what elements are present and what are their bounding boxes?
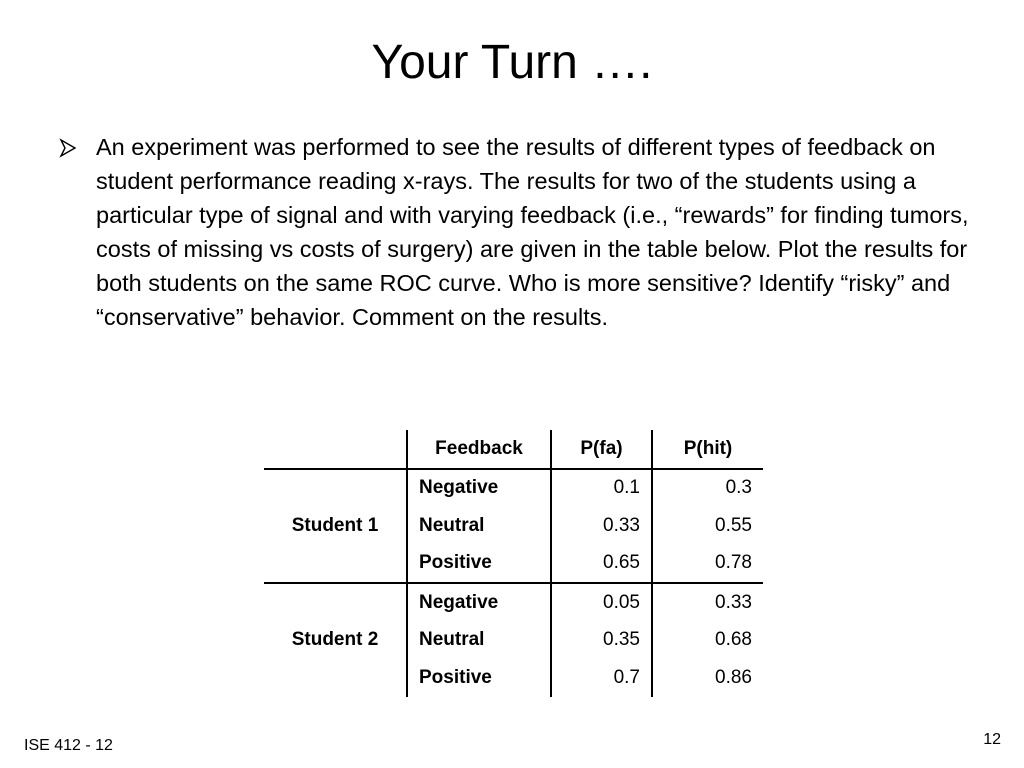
feedback-cell: Neutral <box>407 507 551 545</box>
header-student <box>264 430 407 469</box>
phit-cell: 0.78 <box>652 545 763 584</box>
arrow-bullet-icon <box>58 138 78 158</box>
feedback-cell: Negative <box>407 469 551 508</box>
feedback-cell: Positive <box>407 659 551 697</box>
header-feedback: Feedback <box>407 430 551 469</box>
page-number: 12 <box>983 731 1001 748</box>
student-label: Student 2 <box>291 629 379 651</box>
feedback-cell: Positive <box>407 545 551 584</box>
feedback-cell: Negative <box>407 583 551 622</box>
table-row <box>264 583 763 622</box>
header-phit: P(hit) <box>652 430 763 469</box>
bullet-item <box>58 130 978 334</box>
bullet-text: An experiment was performed to see the results of different types of feedback on student performance reading x-rays. The results for two of the students using a particular type of signal and with varying feedback (i.e., “rewards” for finding tumors, costs of missing vs costs of surgery) are given in the table below. Plot the results for both students on the same ROC curve. Who is more sensitive? Identify “risky” and “conservative” behavior. Comment on the results. <box>96 134 969 330</box>
pfa-cell: 0.35 <box>551 622 652 660</box>
phit-cell: 0.68 <box>652 622 763 660</box>
footer-course-label: ISE 412 - 12 <box>24 737 113 754</box>
pfa-cell: 0.33 <box>551 507 652 545</box>
slide-title: Your Turn …. <box>371 36 653 89</box>
pfa-cell: 0.7 <box>551 659 652 697</box>
table-row <box>264 469 763 508</box>
header-pfa: P(fa) <box>551 430 652 469</box>
feedback-cell: Neutral <box>407 622 551 660</box>
phit-cell: 0.55 <box>652 507 763 545</box>
pfa-cell: 0.1 <box>551 469 652 508</box>
phit-cell: 0.3 <box>652 469 763 508</box>
pfa-cell: 0.05 <box>551 583 652 622</box>
table-header-row <box>264 430 763 469</box>
phit-cell: 0.86 <box>652 659 763 697</box>
results-table <box>264 430 763 697</box>
pfa-cell: 0.65 <box>551 545 652 584</box>
student-label: Student 1 <box>264 469 407 584</box>
phit-cell: 0.33 <box>652 583 763 622</box>
